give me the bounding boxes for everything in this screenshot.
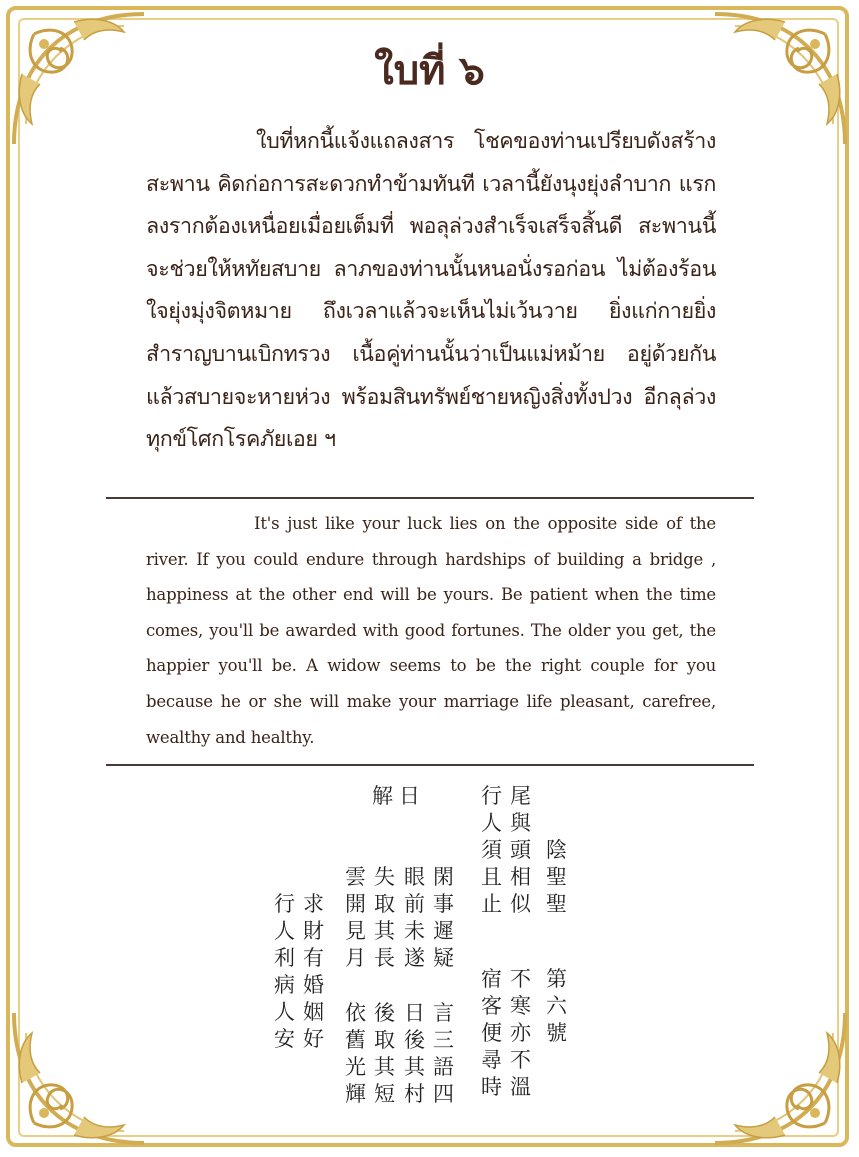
chinese-column-title: 第六號 <box>546 967 567 1045</box>
divider-top <box>106 497 754 499</box>
chinese-column: 依舊光輝 <box>345 1001 366 1106</box>
page-title: ใบที่ ๖ <box>374 48 485 94</box>
chinese-column: 閑事遲疑 <box>433 865 454 970</box>
corner-ornament-icon <box>4 1003 154 1153</box>
chinese-heading: 解日 <box>372 784 426 808</box>
chinese-column: 不寒亦不溫 <box>510 967 531 1099</box>
chinese-column: 求財有婚姻好 <box>303 892 324 1051</box>
chinese-column: 失取其長 <box>374 865 395 970</box>
english-translation: It's just like your luck lies on the opposite side of the river. If you could endure through hardships of building a bridge , happiness at the other end will be yours. Be patient when the time comes, you'll be awarded with good fortunes. The older you get, the happier you'll be. A widow seems to be the right couple for you because he or she will make your marriage life pleasant, carefree, wealthy and healthy. <box>146 514 716 747</box>
chinese-column: 言三語四 <box>433 1001 454 1106</box>
chinese-column: 尾與頭相似 <box>510 784 531 916</box>
corner-ornament-icon <box>705 1003 855 1153</box>
divider-bottom <box>106 764 754 766</box>
chinese-column: 行人利病人安 <box>274 892 295 1051</box>
chinese-column: 日後其村 <box>404 1001 425 1106</box>
chinese-column: 後取其短 <box>374 1001 395 1106</box>
chinese-column: 宿客便尋時 <box>481 967 502 1099</box>
chinese-column: 眼前未遂 <box>404 865 425 970</box>
chinese-column: 陰聖聖 <box>546 838 567 916</box>
chinese-column: 雲開見月 <box>345 865 366 970</box>
thai-verse: ใบที่หกนี้แจ้งแถลงสาร โชคของท่านเปรียบดังสร้างสะพาน คิดก่อการสะดวกทำข้ามทันที เวลานี้ยังนุงยุ่งลำบาก แรกลงรากต้องเหนื่อยเมื่อยเต็มที่ พอลุล่วงสำเร็จเสร็จสิ้นดี สะพานนี้จะช่วยให้หทัยสบาย ลาภของท่านนั้นหนอนั่งรอก่อน ไม่ต้องร้อนใจยุ่งมุ่งจิตหมาย ถึงเวลาแล้วจะเห็นไม่เว้นวาย ยิ่งแก่กายยิ่งสำราญบานเบิกทรวง เนื้อคู่ท่านนั้นว่าเป็นแม่หม้าย อยู่ด้วยกันแล้วสบายจะหายห่วง พร้อมสินทรัพย์ชายหญิงสิ่งทั้งปวง อีกลุล่วงทุกข์โศกโรคภัยเอย ฯ <box>146 129 716 453</box>
chinese-column: 行人須且止 <box>481 784 502 916</box>
